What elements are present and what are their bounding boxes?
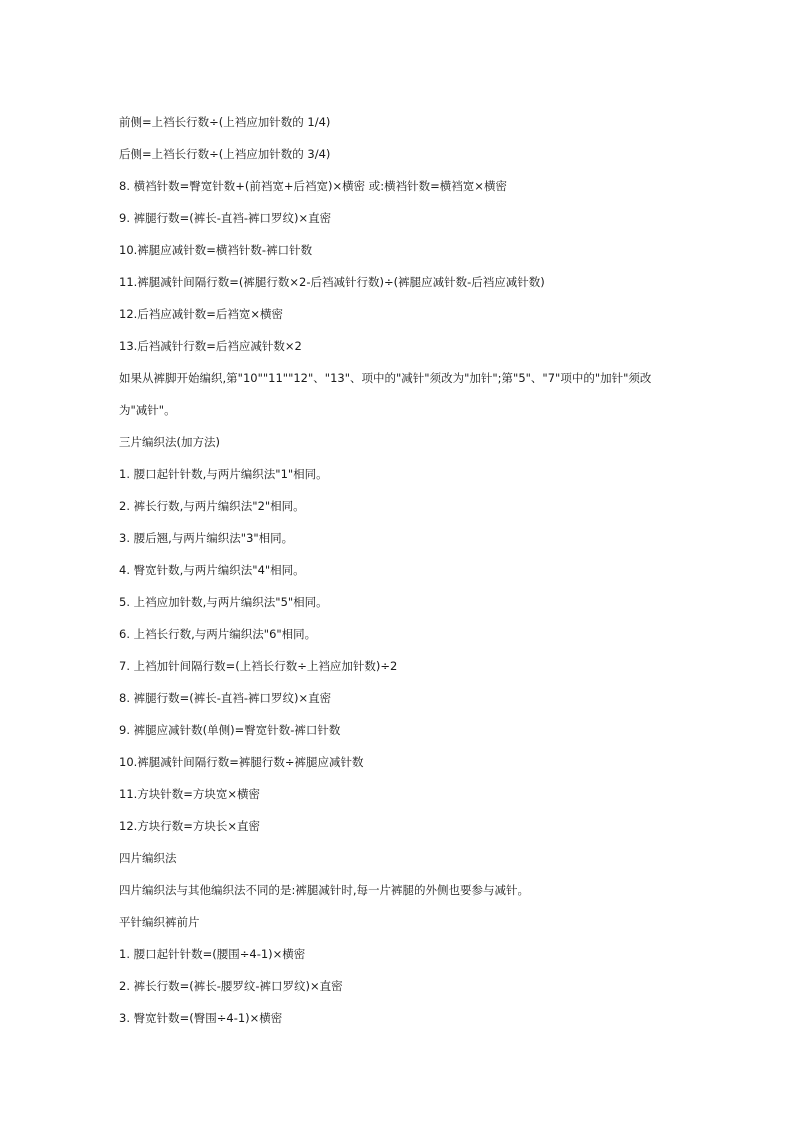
document-body bbox=[119, 112, 679, 1040]
text-line: 13.后裆减针行数=后裆应减针数×2 bbox=[119, 339, 302, 353]
text-line: 四片编织法与其他编织法不同的是:裤腿减针时,每一片裤腿的外侧也要参与减针。 bbox=[119, 883, 530, 897]
text-line: 后侧=上裆长行数÷(上裆应加针数的 3/4) bbox=[119, 147, 331, 161]
text-line: 6. 上裆长行数,与两片编织法"6"相同。 bbox=[119, 627, 317, 641]
text-line: 8. 裤腿行数=(裤长-直裆-裤口罗纹)×直密 bbox=[119, 691, 332, 705]
section-heading: 三片编织法(加方法) bbox=[119, 435, 220, 449]
text-line: 4. 臀宽针数,与两片编织法"4"相同。 bbox=[119, 563, 305, 577]
text-line: 7. 上裆加针间隔行数=(上裆长行数÷上裆应加针数)÷2 bbox=[119, 659, 398, 673]
text-line: 3. 腰后翘,与两片编织法"3"相同。 bbox=[119, 531, 294, 545]
text-line: 10.裤腿减针间隔行数=裤腿行数÷裤腿应减针数 bbox=[119, 755, 364, 769]
text-line: 9. 裤腿行数=(裤长-直裆-裤口罗纹)×直密 bbox=[119, 211, 332, 225]
text-paragraph: 如果从裤脚开始编织,第"10""11""12"、"13"、项中的"减针"须改为"加针";第"5"、"7"项中的"加针"须改为"减针"。 bbox=[119, 371, 652, 417]
text-line: 11.方块针数=方块宽×横密 bbox=[119, 787, 261, 801]
section-heading: 四片编织法 bbox=[119, 851, 177, 865]
text-line: 5. 上裆应加针数,与两片编织法"5"相同。 bbox=[119, 595, 328, 609]
text-line: 1. 腰口起针针数=(腰围÷4-1)×横密 bbox=[119, 947, 306, 961]
text-line: 11.裤腿减针间隔行数=(裤腿行数×2-后裆减针行数)÷(裤腿应减针数-后裆应减针数) bbox=[119, 275, 545, 289]
text-line: 2. 裤长行数=(裤长-腰罗纹-裤口罗纹)×直密 bbox=[119, 979, 343, 993]
text-line: 9. 裤腿应减针数(单侧)=臀宽针数-裤口针数 bbox=[119, 723, 341, 737]
text-line: 8. 横裆针数=臀宽针数+(前裆宽+后裆宽)×横密 或:横裆针数=横裆宽×横密 bbox=[119, 179, 507, 193]
text-line: 2. 裤长行数,与两片编织法"2"相同。 bbox=[119, 499, 305, 513]
text-line: 前侧=上裆长行数÷(上裆应加针数的 1/4) bbox=[119, 115, 331, 129]
text-line: 1. 腰口起针针数,与两片编织法"1"相同。 bbox=[119, 467, 328, 481]
text-line: 3. 臀宽针数=(臀围÷4-1)×横密 bbox=[119, 1011, 283, 1025]
text-line: 12.方块行数=方块长×直密 bbox=[119, 819, 261, 833]
text-line: 12.后裆应减针数=后裆宽×横密 bbox=[119, 307, 284, 321]
text-line: 10.裤腿应减针数=横裆针数-裤口针数 bbox=[119, 243, 313, 257]
section-heading: 平针编织裤前片 bbox=[119, 915, 200, 929]
